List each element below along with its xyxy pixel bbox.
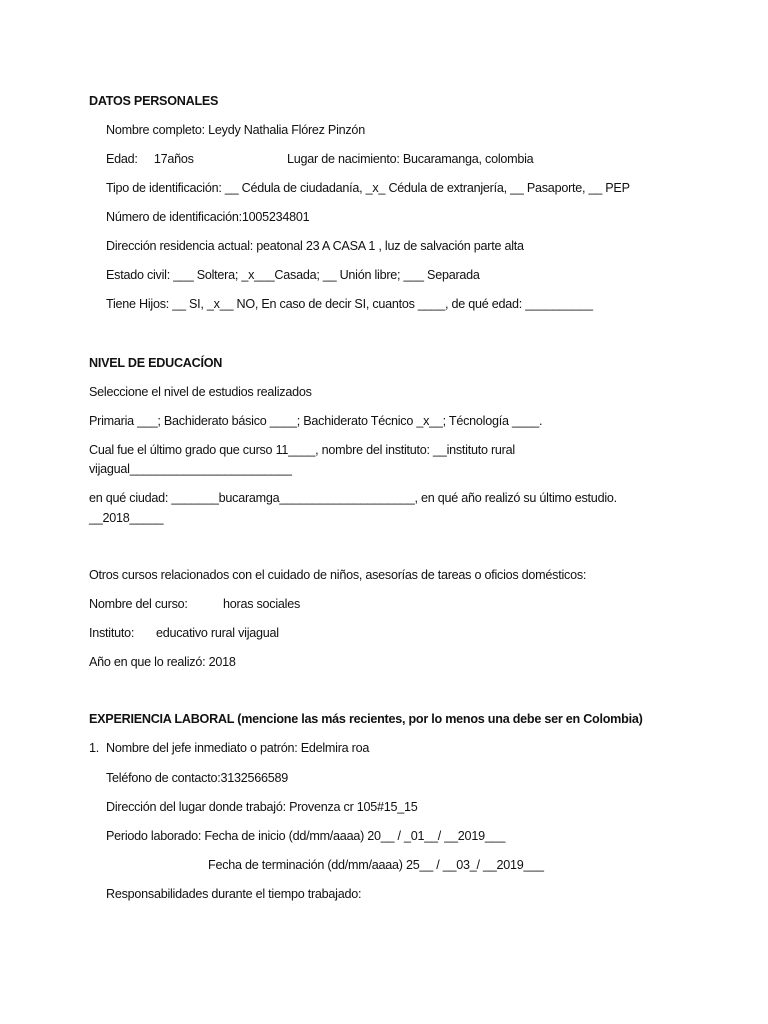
children: Tiene Hijos: __ SI, _x__ NO, En caso de decir SI, cuantos ____, de qué edad: __________: [106, 297, 593, 311]
select-level: Seleccione el nivel de estudios realizados: [89, 385, 312, 399]
period-end: Fecha de terminación (dd/mm/aaaa) 25__ / __03_/ __2019___: [208, 858, 544, 872]
study-year: __2018_____: [89, 511, 164, 525]
id-number: Número de identificación:1005234801: [106, 210, 310, 224]
boss-name: Nombre del jefe inmediato o patrón: Edelmira roa: [106, 741, 370, 755]
last-grade-continued: vijagual________________________: [89, 462, 292, 476]
experience-heading-note: (mencione las más recientes, por lo menos una debe ser en Colombia): [234, 712, 643, 726]
contact-phone: Teléfono de contacto:3132566589: [106, 771, 289, 785]
workplace-address: Dirección del lugar donde trabajó: Provenza cr 105#15_15: [106, 800, 418, 814]
section-heading-experience: [89, 711, 643, 727]
section-heading-education: NIVEL DE EDUCACÍON: [89, 356, 223, 370]
responsibilities: Responsabilidades durante el tiempo trabajado:: [106, 887, 362, 901]
study-city: en qué ciudad: _______bucaramga____________________, en qué año realizó su último estudio.: [89, 491, 617, 505]
institute-value: educativo rural vijagual: [156, 626, 279, 640]
course-name-value: horas sociales: [223, 597, 301, 611]
section-heading-personal: DATOS PERSONALES: [89, 94, 219, 108]
institute-label: Instituto:: [89, 626, 135, 640]
experience-heading-title: EXPERIENCIA LABORAL: [89, 712, 234, 726]
age: Edad: 17años: [106, 152, 194, 166]
list-number: 1.: [89, 741, 100, 755]
education-levels: Primaria ___; Bachiderato básico ____; Bachiderato Técnico _x__; Técnología ____.: [89, 414, 543, 428]
other-courses: Otros cursos relacionados con el cuidado de niños, asesorías de tareas o oficios domésticos:: [89, 568, 587, 582]
birthplace: Lugar de nacimiento: Bucaramanga, colombia: [287, 152, 534, 166]
last-grade: Cual fue el último grado que curso 11____, nombre del instituto: __instituto rural: [89, 443, 515, 457]
period-start: Periodo laborado: Fecha de inicio (dd/mm/aaaa) 20__ / _01__/ __2019___: [106, 829, 506, 843]
full-name: Nombre completo: Leydy Nathalia Flórez Pinzón: [106, 123, 365, 137]
address: Dirección residencia actual: peatonal 23 A CASA 1 , luz de salvación parte alta: [106, 239, 524, 253]
id-type: Tipo de identificación: __ Cédula de ciudadanía, _x_ Cédula de extranjería, __ Pasaporte, __ PEP: [106, 181, 630, 195]
civil-status: Estado civil: ___ Soltera; _x___Casada; __ Unión libre; ___ Separada: [106, 268, 480, 282]
course-name-label: Nombre del curso:: [89, 597, 188, 611]
course-year: Año en que lo realizó: 2018: [89, 655, 236, 669]
